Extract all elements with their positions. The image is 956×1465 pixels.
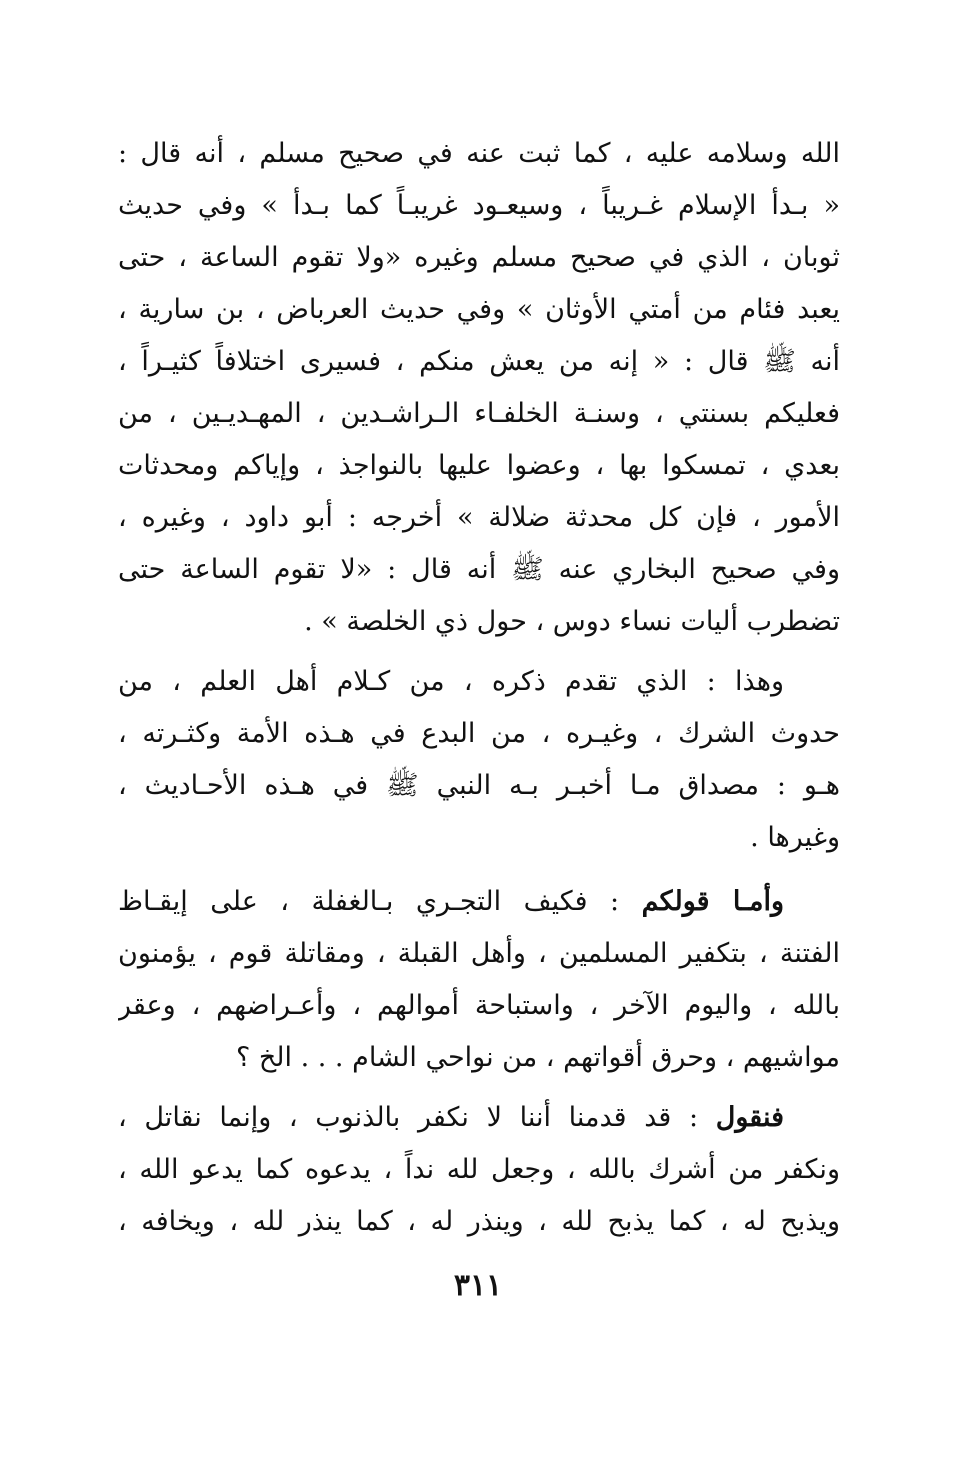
text-line: مواشيهم ، وحرق أقواتهم ، من نواحي الشام . . . الخ ؟ [235, 1042, 840, 1073]
text-line: « بـدأ الإسلام غـريباً ، وسيعـود غريبـاً كما بـدأ » وفي حديث [118, 190, 840, 221]
paragraph-4 [118, 1092, 840, 1248]
paragraph-1 [118, 128, 840, 648]
paragraph-3 [118, 876, 840, 1084]
text-line: بالله ، واليوم الآخر ، واستباحة أموالهم ، وأعـراضهم ، وعقر [118, 990, 840, 1021]
bold-lead-phrase: فنقول [715, 1102, 784, 1133]
paragraph-2 [118, 656, 840, 864]
text-line: أنه ﷺ قال : « إنه من يعش منكم ، فسيرى اختلافاً كثيـراً ، [118, 346, 840, 377]
page-number: ٣١١ [453, 1268, 503, 1303]
text-line: الله وسلامه عليه ، كما ثبت عنه في صحيح مسلم ، أنه قال : [118, 138, 840, 169]
text-line: وغيرها . [750, 822, 840, 853]
text-line: الأمور ، فإن كل محدثة ضلالة » أخرجه : أبو داود ، وغيره ، [118, 502, 840, 533]
text-line: تضطرب أليات نساء دوس ، حول ذي الخلصة » . [304, 606, 840, 637]
text-line-rest: : فكيف التجـري بـالغفلة ، على إيقـاظ [118, 886, 642, 917]
text-line: ونكفر من أشرك بالله ، وجعل لله نداً ، يدعوه كما يدعو الله ، [118, 1154, 840, 1185]
bold-lead-phrase: وأمـا قولكم [641, 886, 784, 917]
text-line: يعبد فئام من أمتي الأوثان » وفي حديث العرباض ، بن سارية ، [118, 294, 840, 325]
text-line: فعليكم بسنتي ، وسنـة الخلفـاء الـراشـدين ، المهـديـين ، من [118, 398, 840, 429]
text-line: وفي صحيح البخاري عنه ﷺ أنه قال : «لا تقوم الساعة حتى [118, 554, 840, 585]
text-line [118, 1092, 840, 1144]
text-line: ويذبح له ، كما يذبح لله ، وينذر له ، كما ينذر لله ، ويخافه ، [118, 1206, 840, 1237]
text-line-rest: : قد قدمنا أننا لا نكفر بالذنوب ، وإنما نقاتل ، [118, 1102, 716, 1133]
text-line: وهذا : الذي تقدم ذكره ، من كـلام أهل العلم ، من [118, 666, 784, 697]
text-line: الفتنة ، بتكفير المسلمين ، وأهل القبلة ، ومقاتلة قوم ، يؤمنون [118, 938, 840, 969]
text-line: هـو : مصداق مـا أخبـر بـه النبي ﷺ في هـذه الأحـاديث ، [118, 770, 840, 801]
text-line: ثوبان ، الذي في صحيح مسلم وغيره «ولا تقوم الساعة ، حتى [118, 242, 840, 273]
text-line: بعدي ، تمسكوا بها ، وعضوا عليها بالنواجذ ، وإياكم ومحدثات [118, 450, 840, 481]
text-line [118, 876, 840, 928]
text-line: حدوث الشرك ، وغيـره ، من البدع في هـذه الأمة وكثـرته ، [118, 718, 840, 749]
